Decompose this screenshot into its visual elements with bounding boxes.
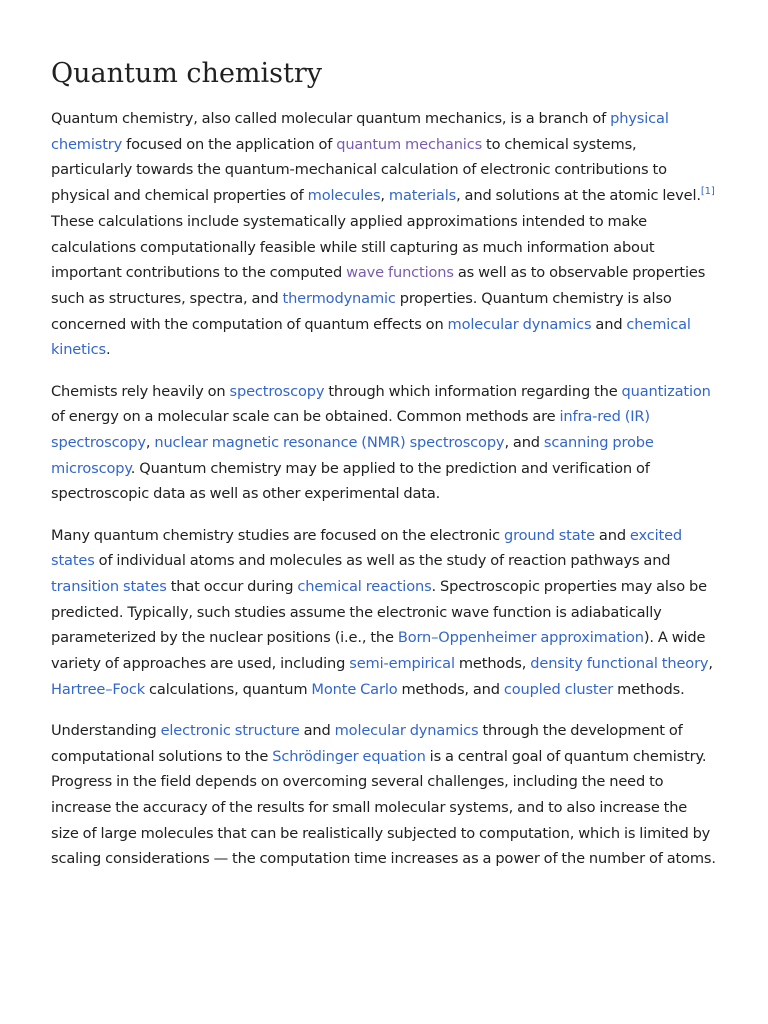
link-wave-functions[interactable]: wave functions <box>346 264 454 282</box>
paragraph-studies: Many quantum chemistry studies are focused on the electronic ground state and excited states of individual atoms and molecules as well as the study of reaction pathways and transition states that occur during chemical reactions. Spectroscopic properties may also be predicted. Typically, such studies assume the electronic wave function is adiabatically parameterized by the nuclear positions (i.e., the Born–Oppenheimer approximation). A wide variety of approaches are used, including semi-empirical methods, density functional theory, Hartree–Fock calculations, quantum Monte Carlo methods, and coupled cluster methods. <box>51 526 713 698</box>
link-ground-state[interactable]: ground state <box>503 526 595 544</box>
link-transition-states[interactable]: transition states <box>51 577 167 595</box>
reference-link-1[interactable]: [1] <box>700 186 715 198</box>
paragraph-spectroscopy: Chemists rely heavily on spectroscopy through which information regarding the quantization of energy on a molecular scale can be obtained. Common methods are infra-red (IR) spectroscopy, nuclear magnetic resonance (NMR) spectroscopy, and scanning probe microscopy. Quantum chemistry may be applied to the prediction and verification of spectroscopic data as well as other experimental data. <box>51 382 711 503</box>
link-coupled-cluster[interactable]: coupled cluster <box>503 680 614 698</box>
link-spectroscopy[interactable]: spectroscopy <box>229 382 325 400</box>
link-infrared-spectroscopy[interactable]: infra-red (IR) spectroscopy <box>51 408 650 451</box>
link-electronic-structure[interactable]: electronic structure <box>160 721 300 739</box>
link-materials[interactable]: materials <box>388 187 457 205</box>
link-schrodinger-equation[interactable]: Schrödinger equation <box>272 747 426 765</box>
link-semi-empirical[interactable]: semi-empirical <box>349 655 455 673</box>
paragraph-intro: Quantum chemistry, also called molecular quantum mechanics, is a branch of physical chemistry focused on the application of quantum mechanics to chemical systems, particularly towards the quantum-mechanical calculation of electronic contributions to physical and chemical properties of molecules, materials, and solutions at the atomic level.[1] These calculations include systematically applied approximations intended to make calculations computationally feasible while still capturing as much information about important contributions to the computed wave functions as well as to observable properties such as structures, spectra, and thermodynamic properties. Quantum chemistry is also concerned with the computation of quantum effects on molecular dynamics and chemical kinetics. <box>51 110 715 359</box>
link-monte-carlo[interactable]: Monte Carlo <box>311 680 398 698</box>
page-title: Quantum chemistry <box>51 58 323 89</box>
link-quantization[interactable]: quantization <box>621 382 711 400</box>
link-chemical-reactions[interactable]: chemical reactions <box>297 577 432 595</box>
link-quantum-mechanics[interactable]: quantum mechanics <box>336 135 483 153</box>
link-molecular-dynamics[interactable]: molecular dynamics <box>447 315 592 333</box>
link-scanning-probe-microscopy[interactable]: scanning probe microscopy <box>51 433 654 477</box>
link-physical-chemistry[interactable]: physical chemistry <box>51 110 669 153</box>
link-excited-states[interactable]: excited states <box>51 526 683 570</box>
link-density-functional-theory[interactable]: density functional theory <box>530 655 709 673</box>
link-molecular-dynamics-2[interactable]: molecular dynamics <box>334 721 479 739</box>
link-born-oppenheimer-approximation[interactable]: Born–Oppenheimer approximation <box>397 629 644 647</box>
link-molecules[interactable]: molecules <box>307 187 381 205</box>
link-hartree-fock[interactable]: Hartree–Fock <box>51 680 146 698</box>
link-chemical-kinetics[interactable]: chemical kinetics <box>51 315 691 359</box>
paragraph-goals: Understanding electronic structure and molecular dynamics through the development of computational solutions to the Schrödinger equation is a central goal of quantum chemistry. Progress in the field depends on overcoming several challenges, including the need to increase the accuracy of the results for small molecular systems, and to also increase the size of large molecules that can be realistically subjected to computation, which is limited by scaling considerations — the computation time increases as a power of the number of atoms. <box>51 721 716 868</box>
link-nmr-spectroscopy[interactable]: nuclear magnetic resonance (NMR) spectroscopy <box>154 433 505 451</box>
link-thermodynamic[interactable]: thermodynamic <box>282 289 396 307</box>
